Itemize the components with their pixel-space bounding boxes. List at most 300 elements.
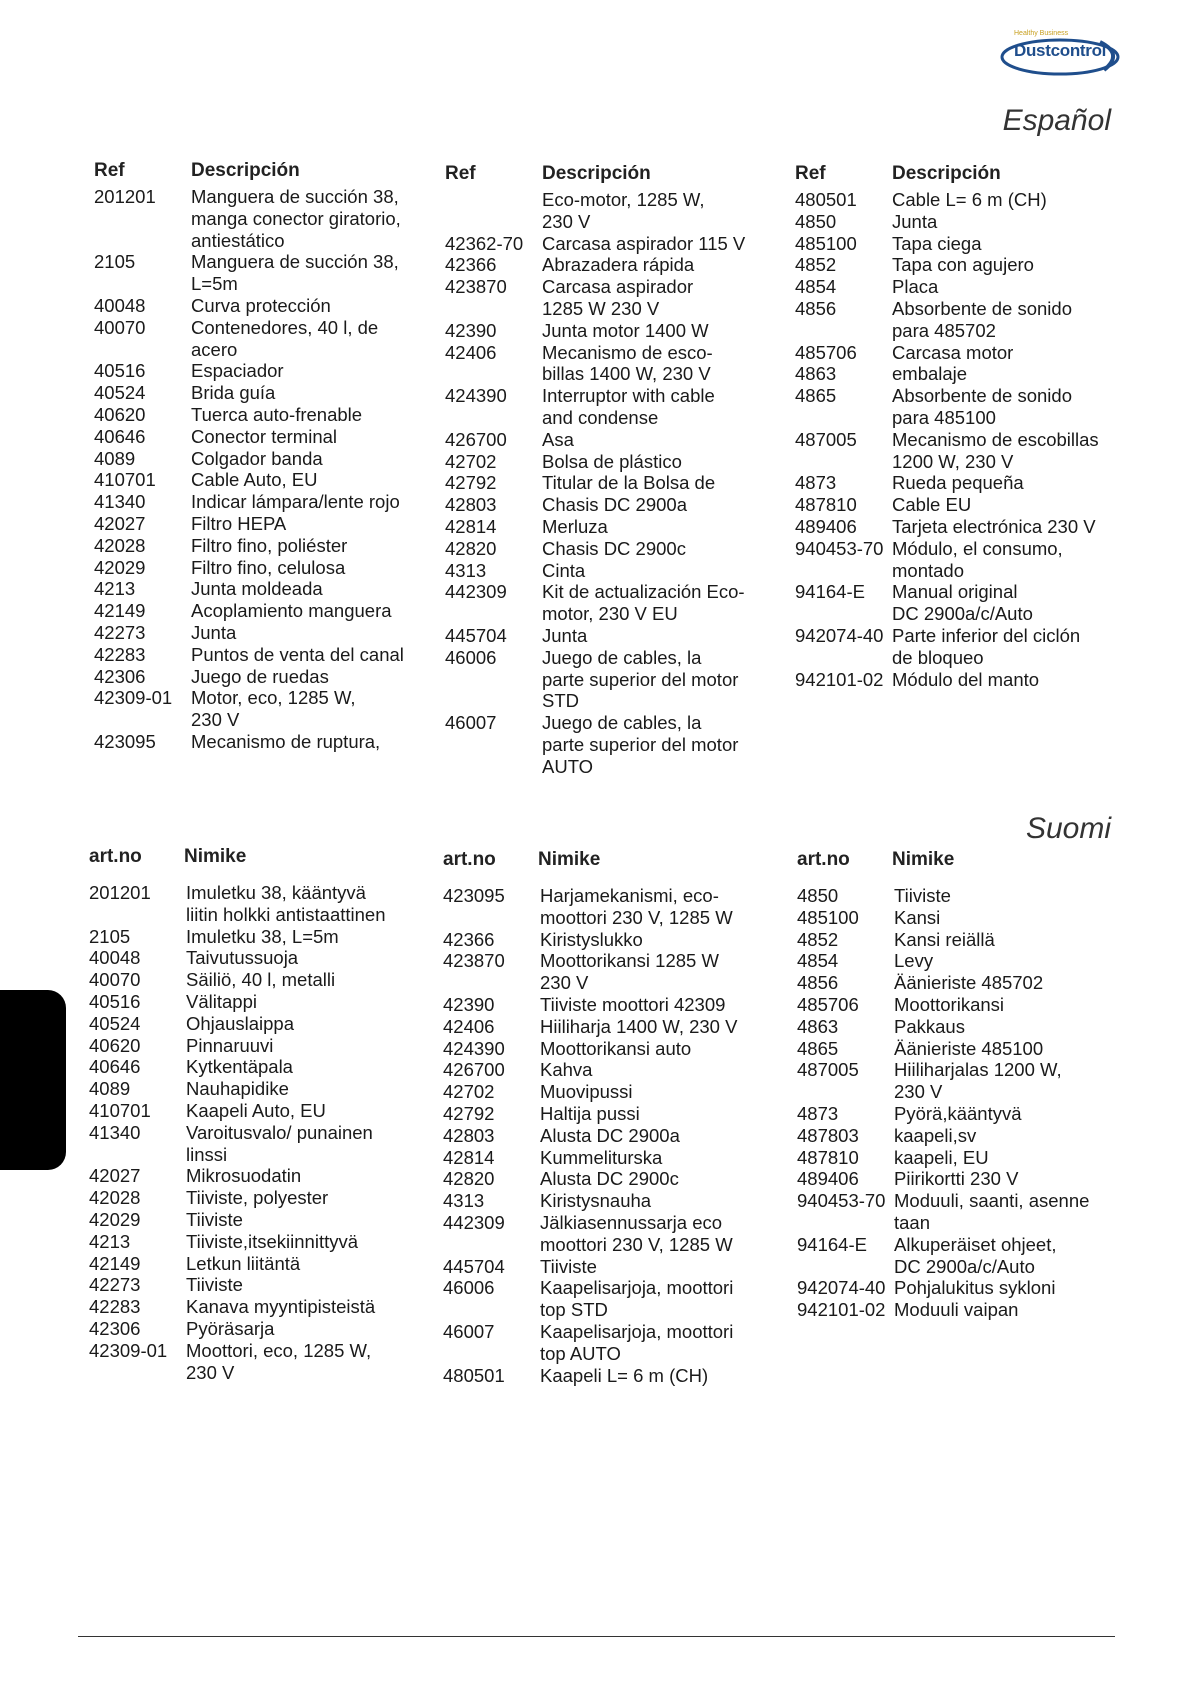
description-line: DC 2900a/c/Auto [892, 603, 1033, 625]
column-header-desc: Descripción [542, 163, 651, 184]
description-line: Tapa con agujero [892, 254, 1034, 276]
part-ref: 2105 [89, 925, 131, 947]
table-row [94, 251, 434, 295]
part-description [892, 189, 1135, 211]
table-row [445, 233, 785, 255]
table-row [445, 560, 785, 582]
table-row [443, 1081, 783, 1103]
part-description [542, 647, 785, 712]
table-row [443, 929, 783, 951]
part-ref: 42366 [445, 254, 497, 276]
part-ref: 46006 [445, 646, 497, 668]
table-row [94, 295, 434, 317]
table-row [445, 494, 785, 516]
part-description [191, 622, 434, 644]
table-row [797, 1059, 1137, 1103]
part-ref: 424390 [445, 385, 507, 407]
description-line: Mecanismo de esco- [542, 341, 713, 363]
table-row [94, 491, 434, 513]
part-ref: 42702 [443, 1081, 495, 1103]
description-line: Tarjeta electrónica 230 V [892, 515, 1096, 537]
description-line: Pyöräsarja [186, 1317, 275, 1339]
description-line: Harjamekanismi, eco- [540, 885, 719, 906]
brand-tagline: Healthy Business [1014, 30, 1069, 37]
description-line: kaapeli, EU [894, 1146, 989, 1168]
es-column-2 [445, 163, 785, 778]
part-ref: 489406 [795, 515, 857, 537]
part-description [540, 1016, 783, 1038]
part-ref: 42027 [89, 1165, 141, 1187]
part-description [186, 1296, 429, 1318]
part-ref: 4850 [797, 885, 839, 906]
description-line: Piirikortti 230 V [894, 1168, 1019, 1190]
part-description [540, 950, 783, 994]
description-line: Tuerca auto-frenable [191, 403, 363, 425]
column-header-desc: Nimike [892, 849, 955, 870]
part-ref: 42028 [94, 534, 146, 556]
description-line: Motor, eco, 1285 W, [191, 687, 356, 709]
table-row [795, 581, 1135, 625]
description-line: Módulo, el consumo, [892, 537, 1063, 559]
part-ref: 40048 [89, 947, 141, 969]
part-description [892, 233, 1135, 255]
table-row [795, 538, 1135, 582]
description-line: Kummeliturska [540, 1146, 663, 1168]
table-row [445, 254, 785, 276]
description-line: Cinta [542, 559, 586, 581]
part-description [542, 494, 785, 516]
part-ref: 4863 [797, 1015, 839, 1037]
table-row [797, 972, 1137, 994]
part-description [542, 451, 785, 473]
part-ref: 42820 [443, 1168, 495, 1190]
description-line: Kaapelisarjoja, moottori [540, 1320, 734, 1342]
description-line: Mecanismo de escobillas [892, 428, 1099, 450]
part-ref: 41340 [89, 1121, 141, 1143]
table-row [94, 360, 434, 382]
part-description [894, 1016, 1137, 1038]
part-ref: 42306 [94, 665, 146, 687]
part-description [894, 1125, 1137, 1147]
description-line: Kahva [540, 1059, 593, 1081]
part-description [540, 1256, 783, 1278]
part-ref: 480501 [443, 1364, 505, 1386]
table-row [797, 885, 1137, 907]
description-line: Moottorikansi 1285 W [540, 950, 719, 972]
table-row [795, 363, 1135, 385]
table-row [795, 276, 1135, 298]
part-ref: 2105 [94, 251, 136, 273]
part-ref: 42702 [445, 450, 497, 472]
part-ref: 4213 [94, 578, 136, 600]
table-row [445, 647, 785, 712]
part-ref: 485706 [797, 993, 859, 1015]
part-description [892, 494, 1135, 516]
table-row [445, 472, 785, 494]
column-header-ref: art.no [89, 846, 142, 867]
parts-list [795, 189, 1135, 690]
part-ref: 42029 [89, 1208, 141, 1230]
part-ref: 42309-01 [89, 1339, 168, 1361]
description-line: Bolsa de plástico [542, 450, 682, 472]
description-line: Hiiliharjalas 1200 W, [894, 1059, 1062, 1081]
description-line: Tiiviste [894, 885, 951, 906]
description-line: 230 V [191, 709, 240, 731]
description-line: Carcasa aspirador 115 V [542, 232, 746, 254]
part-description [191, 687, 434, 731]
description-line: parte superior del motor [542, 668, 739, 690]
description-line: Parte inferior del ciclón [892, 624, 1081, 646]
description-line: Chasis DC 2900a [542, 494, 687, 516]
part-description [186, 882, 429, 926]
description-line: Kiristyslukko [540, 928, 643, 950]
description-line: antiestático [191, 229, 285, 251]
table-row [94, 578, 434, 600]
part-description [894, 1059, 1137, 1103]
part-ref: 42029 [94, 556, 146, 578]
table-row [445, 320, 785, 342]
description-line: Ohjauslaippa [186, 1012, 294, 1034]
table-row [443, 1038, 783, 1060]
description-line: Absorbente de sonido [892, 385, 1072, 407]
table-row [89, 1209, 429, 1231]
table-row [797, 929, 1137, 951]
part-ref: 4089 [89, 1078, 131, 1100]
part-ref: 4313 [443, 1190, 485, 1212]
table-row [443, 1147, 783, 1169]
table-row [89, 926, 429, 948]
description-line: liitin holkki antistaattinen [186, 903, 386, 925]
description-line: Juego de ruedas [191, 665, 329, 687]
part-description [542, 189, 785, 233]
description-line: 230 V [542, 210, 591, 232]
table-row [94, 687, 434, 731]
table-row [443, 1059, 783, 1081]
part-ref: 46007 [443, 1320, 495, 1342]
part-ref: 42273 [94, 621, 146, 643]
table-row [797, 1277, 1137, 1299]
table-row [795, 625, 1135, 669]
description-line: Junta moldeada [191, 578, 323, 600]
part-ref: 4856 [795, 297, 837, 319]
description-line: motor, 230 V EU [542, 603, 678, 625]
part-description [186, 1253, 429, 1275]
table-row [795, 233, 1135, 255]
table-row [795, 494, 1135, 516]
table-row [443, 1365, 783, 1387]
language-heading-fi: Suomi [1025, 812, 1111, 845]
table-row [443, 1125, 783, 1147]
table-row [89, 1122, 429, 1166]
part-description [186, 1231, 429, 1253]
language-heading-es: Español [1002, 104, 1111, 137]
description-line: Pakkaus [894, 1015, 965, 1037]
part-description [540, 885, 783, 929]
part-ref: 42028 [89, 1187, 141, 1209]
table-row [89, 1100, 429, 1122]
table-row [443, 950, 783, 994]
description-line: Moottori, eco, 1285 W, [186, 1339, 372, 1361]
description-line: Muovipussi [540, 1081, 633, 1103]
table-row [89, 947, 429, 969]
description-line: Välitappi [186, 990, 257, 1012]
part-description [892, 669, 1135, 691]
part-description [186, 991, 429, 1013]
part-description [892, 472, 1135, 494]
part-description [540, 1059, 783, 1081]
section-tab-marker [0, 990, 66, 1170]
brand-name: Dustcontrol [1014, 41, 1107, 60]
table-row [89, 1253, 429, 1275]
part-description [540, 994, 783, 1016]
table-row [89, 1165, 429, 1187]
description-line: Tiiviste [186, 1208, 243, 1230]
part-ref: 4865 [797, 1037, 839, 1059]
part-description [894, 1103, 1137, 1125]
description-line: Kansi [894, 906, 941, 928]
description-line: and condense [542, 406, 659, 428]
description-line: Acoplamiento manguera [191, 600, 392, 622]
part-ref: 4089 [94, 447, 136, 469]
part-description [542, 429, 785, 451]
description-line: manga conector giratorio, [191, 207, 401, 229]
part-description [542, 320, 785, 342]
part-description [894, 885, 1137, 907]
table-row [89, 1340, 429, 1384]
part-ref: 42792 [443, 1102, 495, 1124]
part-ref: 201201 [89, 882, 151, 903]
description-line: Pyörä,kääntyvä [894, 1102, 1022, 1124]
column-header-ref: art.no [443, 849, 496, 870]
part-ref: 42362-70 [445, 232, 524, 254]
description-line: Hiiliharja 1400 W, 230 V [540, 1015, 738, 1037]
fi-column-2 [443, 849, 783, 1386]
part-description [892, 363, 1135, 385]
table-row [795, 189, 1135, 211]
table-row [795, 669, 1135, 691]
part-ref: 423095 [94, 730, 156, 752]
table-row [89, 882, 429, 926]
part-ref: 40620 [89, 1034, 141, 1056]
column-header-ref: Ref [795, 163, 826, 184]
table-row [797, 950, 1137, 972]
part-ref: 445704 [443, 1255, 505, 1277]
table-row [443, 1256, 783, 1278]
part-description [542, 516, 785, 538]
part-ref: 40070 [89, 969, 141, 991]
part-ref: 42149 [89, 1252, 141, 1274]
part-description [191, 600, 434, 622]
table-row [443, 1321, 783, 1365]
description-line: Juego de cables, la [542, 712, 702, 734]
table-row [94, 186, 434, 251]
part-description [894, 907, 1137, 929]
table-row [94, 731, 434, 753]
part-ref: 4873 [797, 1102, 839, 1124]
description-line: Titular de la Bolsa de [542, 472, 716, 494]
description-line: Kytkentäpala [186, 1056, 293, 1078]
part-description [542, 342, 785, 386]
part-description [892, 385, 1135, 429]
table-row [443, 1212, 783, 1256]
part-description [540, 1365, 783, 1387]
description-line: Módulo del manto [892, 668, 1040, 690]
description-line: Varoitusvalo/ punainen [186, 1121, 373, 1143]
table-row [797, 1103, 1137, 1125]
table-row [445, 429, 785, 451]
description-line: Filtro fino, celulosa [191, 556, 346, 578]
table-row [795, 385, 1135, 429]
description-line: 230 V [186, 1361, 235, 1383]
part-ref: 42283 [89, 1296, 141, 1318]
part-ref: 42803 [443, 1124, 495, 1146]
part-ref: 940453-70 [797, 1190, 886, 1212]
description-line: Merluza [542, 515, 608, 537]
description-line: Alusta DC 2900c [540, 1168, 679, 1190]
part-ref: 42814 [443, 1146, 495, 1168]
part-description [540, 1277, 783, 1321]
part-ref: 487005 [795, 428, 857, 450]
part-description [894, 1277, 1137, 1299]
part-ref: 42390 [445, 319, 497, 341]
table-row [94, 535, 434, 557]
parts-list [89, 882, 429, 1383]
description-line: Carcasa motor [892, 341, 1014, 363]
description-line: moottori 230 V, 1285 W [540, 1233, 733, 1255]
table-row [795, 516, 1135, 538]
description-line: Moottorikansi auto [540, 1037, 692, 1059]
description-line: Juego de cables, la [542, 646, 702, 668]
description-line: Eco-motor, 1285 W, [542, 189, 705, 210]
part-ref: 42803 [445, 494, 497, 516]
part-ref: 42792 [445, 472, 497, 494]
part-description [894, 1234, 1137, 1278]
part-description [542, 581, 785, 625]
description-line: Cable EU [892, 494, 972, 516]
part-description [191, 666, 434, 688]
part-ref: 480501 [795, 189, 857, 210]
part-ref: 46007 [445, 712, 497, 734]
footer-divider [78, 1636, 1115, 1637]
part-ref: 445704 [445, 624, 507, 646]
part-description [191, 426, 434, 448]
description-line: Interruptor with cable [542, 385, 715, 407]
part-ref: 423870 [443, 950, 505, 972]
description-line: 1285 W 230 V [542, 297, 660, 319]
part-ref: 4854 [797, 950, 839, 972]
description-line: Carcasa aspirador [542, 276, 694, 298]
description-line: Manual original [892, 581, 1018, 603]
part-ref: 42406 [443, 1015, 495, 1037]
table-row [89, 1013, 429, 1035]
table-row [445, 342, 785, 386]
table-row [443, 1277, 783, 1321]
description-line: Absorbente de sonido [892, 297, 1072, 319]
part-description [191, 360, 434, 382]
part-description [542, 472, 785, 494]
table-row [797, 1147, 1137, 1169]
table-row [89, 991, 429, 1013]
table-row [94, 600, 434, 622]
description-line: Taivutussuoja [186, 947, 299, 969]
table-row [89, 1056, 429, 1078]
table-row [443, 1103, 783, 1125]
part-description [540, 1212, 783, 1256]
part-description [191, 317, 434, 361]
part-description [542, 276, 785, 320]
column-header-ref: art.no [797, 849, 850, 870]
column-header-ref: Ref [445, 163, 476, 184]
table-row [445, 538, 785, 560]
part-description [191, 491, 434, 513]
table-row [445, 625, 785, 647]
es-column-1 [94, 160, 434, 753]
description-line: Tiiviste, polyester [186, 1187, 329, 1209]
description-line: Brida guía [191, 382, 276, 404]
part-description [191, 513, 434, 535]
part-description [542, 625, 785, 647]
part-description [191, 557, 434, 579]
part-ref: 4863 [795, 363, 837, 385]
description-line: Junta [542, 624, 588, 646]
table-row [797, 1016, 1137, 1038]
description-line: Imuletku 38, L=5m [186, 925, 339, 947]
description-line: Rueda pequeña [892, 472, 1024, 494]
description-line: 230 V [894, 1081, 943, 1103]
part-description [540, 1125, 783, 1147]
part-description [540, 1081, 783, 1103]
part-description [540, 1321, 783, 1365]
part-description [894, 1038, 1137, 1060]
part-ref: 42306 [89, 1317, 141, 1339]
part-description [186, 1013, 429, 1035]
description-line: para 485702 [892, 319, 996, 341]
part-description [186, 1165, 429, 1187]
part-description [191, 644, 434, 666]
table-row [89, 1035, 429, 1057]
part-description [540, 1168, 783, 1190]
description-line: Tiiviste,itsekiinnittyvä [186, 1230, 359, 1252]
part-ref: 426700 [445, 428, 507, 450]
part-ref: 487810 [797, 1146, 859, 1168]
part-ref: 201201 [94, 186, 156, 207]
description-line: Kiristysnauha [540, 1190, 652, 1212]
part-ref: 40620 [94, 403, 146, 425]
column-header-desc: Nimike [184, 846, 247, 867]
description-line: DC 2900a/c/Auto [894, 1255, 1035, 1277]
description-line: Manguera de succión 38, [191, 186, 399, 207]
part-ref: 423095 [443, 885, 505, 906]
description-line: Manguera de succión 38, [191, 251, 399, 273]
description-line: Moottorikansi [894, 993, 1005, 1015]
description-line: Alkuperäiset ohjeet, [894, 1233, 1057, 1255]
part-description [894, 1190, 1137, 1234]
description-line: Kaapelisarjoja, moottori [540, 1277, 734, 1299]
description-line: parte superior del motor [542, 733, 739, 755]
table-row [89, 1187, 429, 1209]
part-description [191, 295, 434, 317]
table-row [795, 254, 1135, 276]
part-description [892, 254, 1135, 276]
part-ref: 4865 [795, 385, 837, 407]
table-row [797, 907, 1137, 929]
part-description [894, 1147, 1137, 1169]
part-ref: 40048 [94, 294, 146, 316]
description-line: Haltija pussi [540, 1102, 640, 1124]
part-description [186, 1340, 429, 1384]
column-header-desc: Nimike [538, 849, 601, 870]
part-description [186, 969, 429, 991]
